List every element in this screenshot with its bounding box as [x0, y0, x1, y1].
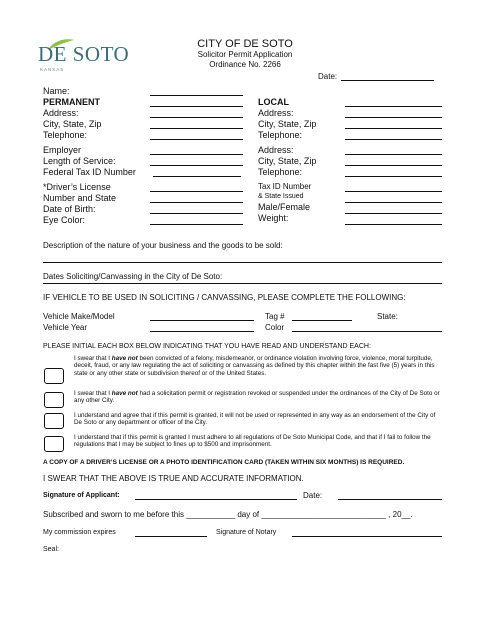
federal-tax-id-input[interactable] — [153, 166, 241, 177]
name-label: Name: — [43, 86, 70, 96]
city-title: CITY OF DE SOTO — [197, 38, 293, 50]
tax-id-number-label: Tax ID Number — [258, 182, 312, 191]
permanent-address-input[interactable] — [150, 96, 243, 107]
seal-label: Seal: — [43, 546, 59, 553]
local-heading: LOCAL — [258, 97, 289, 107]
description-input-line-1[interactable] — [43, 262, 442, 263]
telephone-label: Telephone: — [43, 130, 88, 140]
date-label: Date: — [318, 72, 338, 81]
local-address-label: Address: — [258, 108, 294, 118]
permanent-phone-extra-input[interactable] — [150, 129, 243, 140]
weight-input[interactable] — [345, 214, 442, 225]
number-and-state-label: Number and State — [43, 193, 117, 203]
tag-label: Tag # — [265, 312, 285, 321]
tag-input[interactable] — [292, 320, 352, 321]
date-of-birth-label: Date of Birth: — [43, 204, 96, 214]
color-label: Color — [265, 323, 285, 332]
local-inputs — [345, 96, 442, 225]
weight-label: Weight: — [258, 213, 289, 223]
address-label: Address: — [43, 108, 79, 118]
ordinance-number: Ordinance No. 2266 — [209, 60, 281, 69]
drivers-license-label: *Driver’s License — [43, 182, 111, 192]
dates-input-line[interactable] — [43, 283, 442, 284]
length-of-service-label: Length of Service: — [43, 156, 116, 166]
second-city-input[interactable] — [345, 155, 442, 166]
applicant-signature-label: Signature of Applicant: — [43, 492, 120, 499]
employer-label: Employer — [43, 145, 82, 155]
local-labels — [258, 97, 316, 224]
second-telephone-input[interactable] — [345, 166, 442, 177]
local-telephone-input[interactable] — [345, 118, 442, 129]
second-city-state-zip-label: City, State, Zip — [258, 156, 317, 166]
permanent-telephone-input[interactable] — [150, 118, 243, 129]
city-state-zip-label: City, State, Zip — [43, 119, 102, 129]
initial-heading: PLEASE INITIAL EACH BOX BELOW INDICATING THAT YOU HAVE READ AND UNDERSTAND EACH: — [43, 343, 371, 350]
permanent-heading: PERMANENT — [43, 97, 101, 107]
state-issued-label: & State Issued — [258, 193, 304, 200]
eye-color-label: Eye Color: — [43, 215, 86, 225]
statement-3: I understand and agree that if this permit is granted, it will not be used or represented in any way as an endorsement of the City of De Soto or any department or officer of the City. — [74, 412, 436, 427]
statement-1: I swear that I have not been convicted of a felony, misdemeanor, or ordinance violation involving force, violence, moral turpitude, deceit, fraud, or any law regulating the act of soliciting or canvassing as defined by this chapter within the fast five (5) years in this state or any other state or subdivision thereof or of the United States. — [74, 355, 435, 377]
local-telephone-label: Telephone: — [258, 130, 303, 140]
tax-id-input[interactable] — [345, 177, 442, 192]
logo-state: KANSAS — [40, 67, 65, 72]
initial-box-3[interactable] — [44, 413, 64, 429]
vehicle-make-label: Vehicle Make/Model — [43, 312, 115, 321]
vehicle-year-label: Vehicle Year — [43, 323, 88, 332]
eye-color-input[interactable] — [150, 214, 243, 225]
vehicle-state-label: State: — [377, 312, 398, 321]
color-input[interactable] — [292, 331, 442, 332]
applicant-signature-input[interactable] — [135, 499, 297, 500]
vehicle-heading: IF VEHICLE TO BE USED IN SOLICITING / CANVASSING, PLEASE COMPLETE THE FOLLOWING: — [43, 293, 406, 302]
notary-signature-label: Signature of Notary — [216, 529, 277, 536]
second-address-input[interactable] — [345, 140, 442, 155]
local-city-input[interactable] — [345, 107, 442, 118]
permanent-inputs — [150, 96, 243, 225]
number-and-state-input[interactable] — [150, 192, 243, 203]
permanent-labels — [43, 97, 136, 226]
dates-label: Dates Soliciting/Canvassing in the City of De Soto: — [43, 272, 223, 281]
employer-input[interactable] — [150, 140, 243, 155]
local-address-input[interactable] — [345, 96, 442, 107]
statement-2: I swear that I have not had a solicitation permit or registration revoked or suspended under the ordinances of the City of De Soto or any other City. — [74, 390, 440, 405]
commission-input[interactable] — [135, 536, 207, 537]
swear-statement: I SWEAR THAT THE ABOVE IS TRUE AND ACCURATE INFORMATION. — [43, 474, 304, 483]
form-title: Solicitor Permit Application — [197, 50, 293, 59]
initial-box-4[interactable] — [44, 436, 64, 452]
sworn-statement: Subscribed and sworn to me before this ___________ day of ____________________________ , 20__. — [43, 510, 413, 519]
male-female-label: Male/Female — [258, 202, 311, 212]
drivers-license-input[interactable] — [150, 177, 243, 192]
local-city-state-zip-label: City, State, Zip — [258, 119, 317, 129]
permanent-city-input[interactable] — [150, 107, 243, 118]
initial-box-2[interactable] — [44, 392, 64, 408]
commission-label: My commission expires — [43, 529, 116, 536]
header — [160, 38, 330, 70]
male-female-input[interactable] — [345, 203, 442, 214]
copy-notice: A COPY OF A DRIVER’S LICENSE OR A PHOTO IDENTIFICATION CARD (TAKEN WITHIN SIX MONTHS) IS REQUIRED. — [43, 459, 405, 466]
vehicle-make-input[interactable] — [150, 320, 254, 321]
logo-name: DE SOTO — [38, 42, 130, 66]
date-of-birth-input[interactable] — [150, 203, 243, 214]
statement-4: I understand that if this permit is granted I must adhere to all regulations of De Soto Municipal Code, and that if I fail to follow the regulations that I may be subject to fines up to $500 and imprisonment. — [74, 434, 431, 449]
second-telephone-label: Telephone: — [258, 167, 303, 177]
length-of-service-input[interactable] — [150, 155, 243, 166]
notary-signature-input[interactable] — [292, 536, 442, 537]
vehicle-year-input[interactable] — [150, 331, 254, 332]
local-phone-extra-input[interactable] — [345, 129, 442, 140]
federal-tax-id-label: Federal Tax ID Number — [43, 167, 136, 177]
initial-box-1[interactable] — [44, 368, 64, 384]
signature-date-input[interactable] — [338, 499, 442, 500]
signature-date-label: Date: — [303, 491, 323, 500]
date-input[interactable] — [341, 80, 434, 81]
logo — [38, 38, 128, 72]
state-issued-input[interactable] — [345, 192, 442, 203]
second-address-label: Address: — [258, 145, 294, 155]
description-label: Description of the nature of your business and the goods to be sold: — [43, 241, 283, 250]
